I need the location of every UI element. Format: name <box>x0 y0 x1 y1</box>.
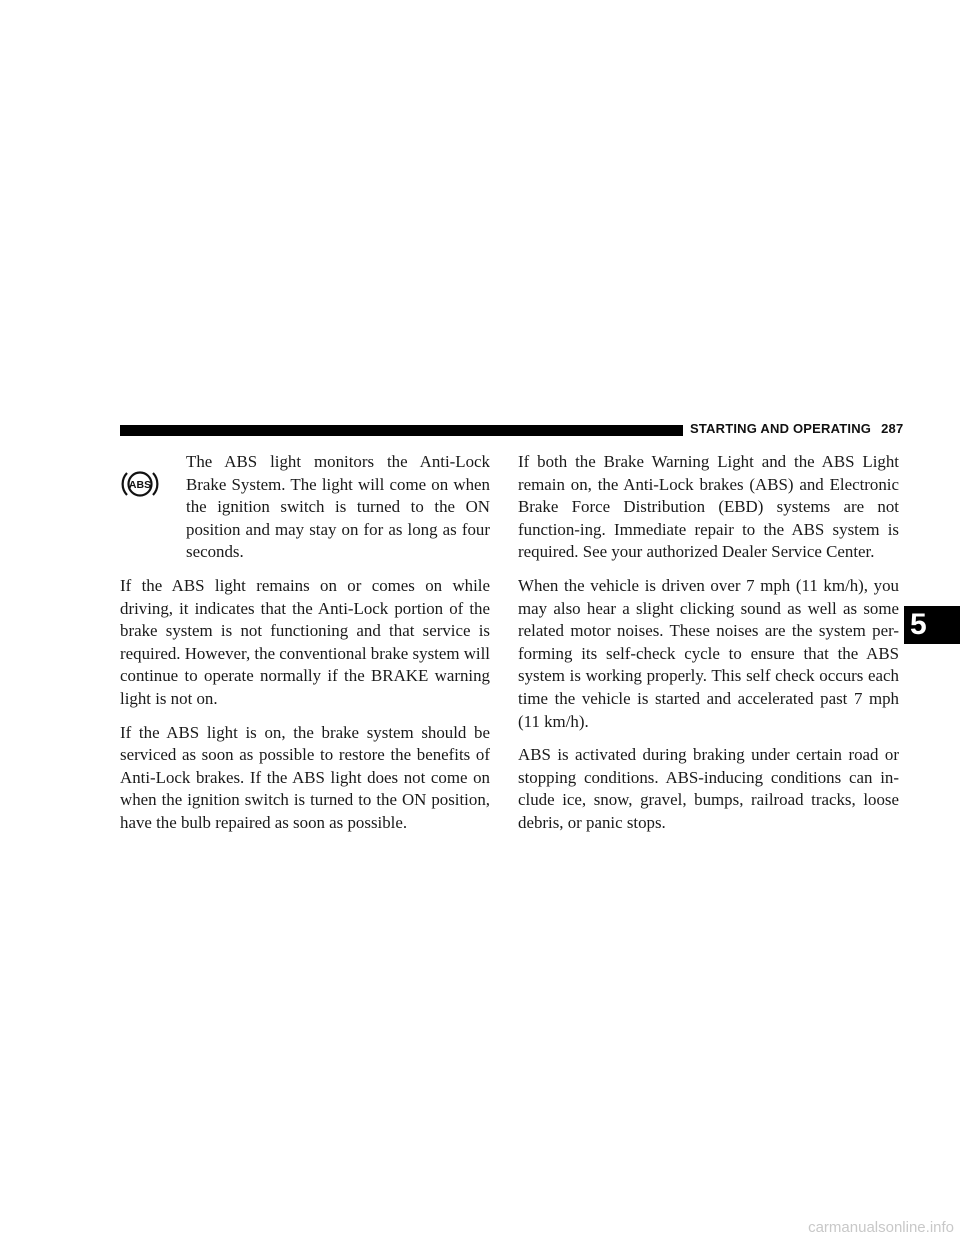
watermark: carmanualsonline.info <box>808 1219 954 1236</box>
page-number: 287 <box>881 421 904 436</box>
header-rule <box>120 425 683 436</box>
paragraph: If the ABS light is on, the brake system should be serviced as soon as possible to restore the benefits of Anti-Lock brakes. If the ABS light does not come on when the ignition switch is turned to the ON position, have the bulb repaired as soon as possible. <box>120 722 490 832</box>
paragraph: If the ABS light remains on or comes on while driving, it indicates that the Anti-Lock portion of the brake system is not functioning and that service is required. However, the conventional brake system will continue to operate normally if the BRAKE warning light is not on. <box>120 575 490 708</box>
abs-intro-text: The ABS light monitors the Anti-Lock Brake System. The light will come on when the ignition switch is turned to the ON position and may stay on for as long as four seconds. <box>186 452 490 562</box>
left-column <box>120 451 490 846</box>
chapter-tab: 5 <box>904 606 960 644</box>
paragraph: If both the Brake Warning Light and the ABS Light remain on, the Anti-Lock brakes (ABS) and Electronic Brake Force Distribution (EBD) systems are not function-ing. Immediate repair to the ABS system is required. See your authorized Dealer Service Center. <box>518 452 899 562</box>
paragraph: ABS is activated during braking under certain road or stopping conditions. ABS-inducing conditions can in-clude ice, snow, gravel, bumps, railroad tracks, loose debris, or panic stops. <box>518 745 899 832</box>
section-title: STARTING AND OPERATING <box>690 421 872 436</box>
abs-icon-label: ABS <box>128 479 152 491</box>
paragraph: When the vehicle is driven over 7 mph (11 km/h), you may also hear a slight clicking sound as well as some related motor noises. These noises are the system per-forming its self-check cycle to ensure that the ABS system is working properly. This self check occurs each time the vehicle is started and accelerated past 7 mph (11 km/h). <box>518 575 899 731</box>
abs-warning-icon <box>120 468 160 500</box>
right-column <box>518 451 899 846</box>
abs-intro <box>120 451 490 575</box>
running-header <box>690 421 904 436</box>
